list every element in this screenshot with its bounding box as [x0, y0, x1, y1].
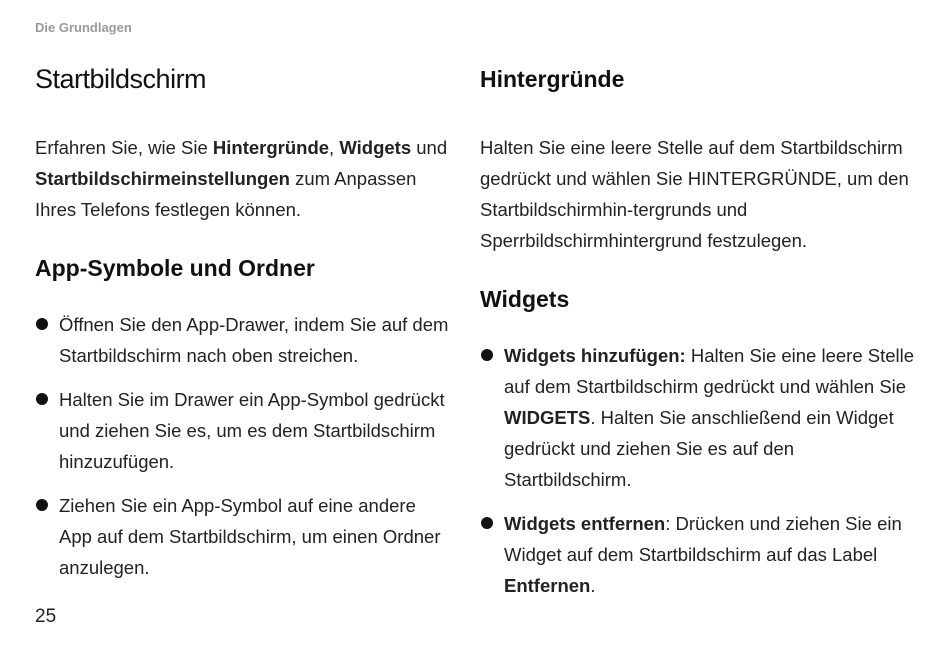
bullet-icon	[481, 349, 493, 361]
bullet-icon	[36, 318, 48, 330]
intro-paragraph: Erfahren Sie, wie Sie Hintergründe, Widgets und Startbildschirmeinstellungen zum Anpassen Ihres Telefons festlegen können.	[35, 137, 448, 220]
list-item: Widgets entfernen: Drücken und ziehen Sie ein Widget auf dem Startbildschirm auf das Label Entfernen.	[480, 508, 920, 601]
backgrounds-paragraph: Halten Sie eine leere Stelle auf dem Startbildschirm gedrückt und wählen Sie HINTERGRÜNDE, um den Startbildschirmhin-tergrunds und Sperrbildschirmhintergrund festzulegen.	[480, 137, 909, 251]
list-item: Widgets hinzufügen: Halten Sie eine leere Stelle auf dem Startbildschirm gedrückt und wählen Sie WIDGETS. Halten Sie anschließend ein Widget gedrückt und ziehen Sie es auf den Startbildschirm.	[480, 340, 920, 495]
section-title-widgets: Widgets	[480, 286, 570, 312]
bullet-icon	[481, 517, 493, 529]
bullet-list	[35, 309, 450, 583]
page-title: Startbildschirm	[35, 64, 207, 94]
list-item: Halten Sie im Drawer ein App-Symbol gedrückt und ziehen Sie es, um es dem Startbildschirm hinzuzufügen.	[35, 384, 450, 477]
section-title-app-symbols: App-Symbole und Ordner	[35, 255, 315, 281]
list-item: Ziehen Sie ein App-Symbol auf eine andere App auf dem Startbildschirm, um einen Ordner anzulegen.	[35, 490, 450, 583]
page-number: 25	[35, 606, 57, 627]
right-column	[480, 60, 920, 614]
bullet-icon	[36, 393, 48, 405]
bullet-icon	[36, 499, 48, 511]
bold-term: Hintergründe	[212, 137, 330, 158]
bullet-list	[480, 340, 920, 601]
left-column	[35, 60, 450, 596]
list-item: Öffnen Sie den App-Drawer, indem Sie auf dem Startbildschirm nach oben streichen.	[35, 309, 450, 371]
running-header: Die Grundlagen	[35, 20, 132, 35]
bold-term: Startbildschirmeinstellungen	[35, 168, 290, 189]
bold-term: Widgets	[339, 137, 412, 158]
section-title-backgrounds: Hintergründe	[480, 66, 625, 92]
